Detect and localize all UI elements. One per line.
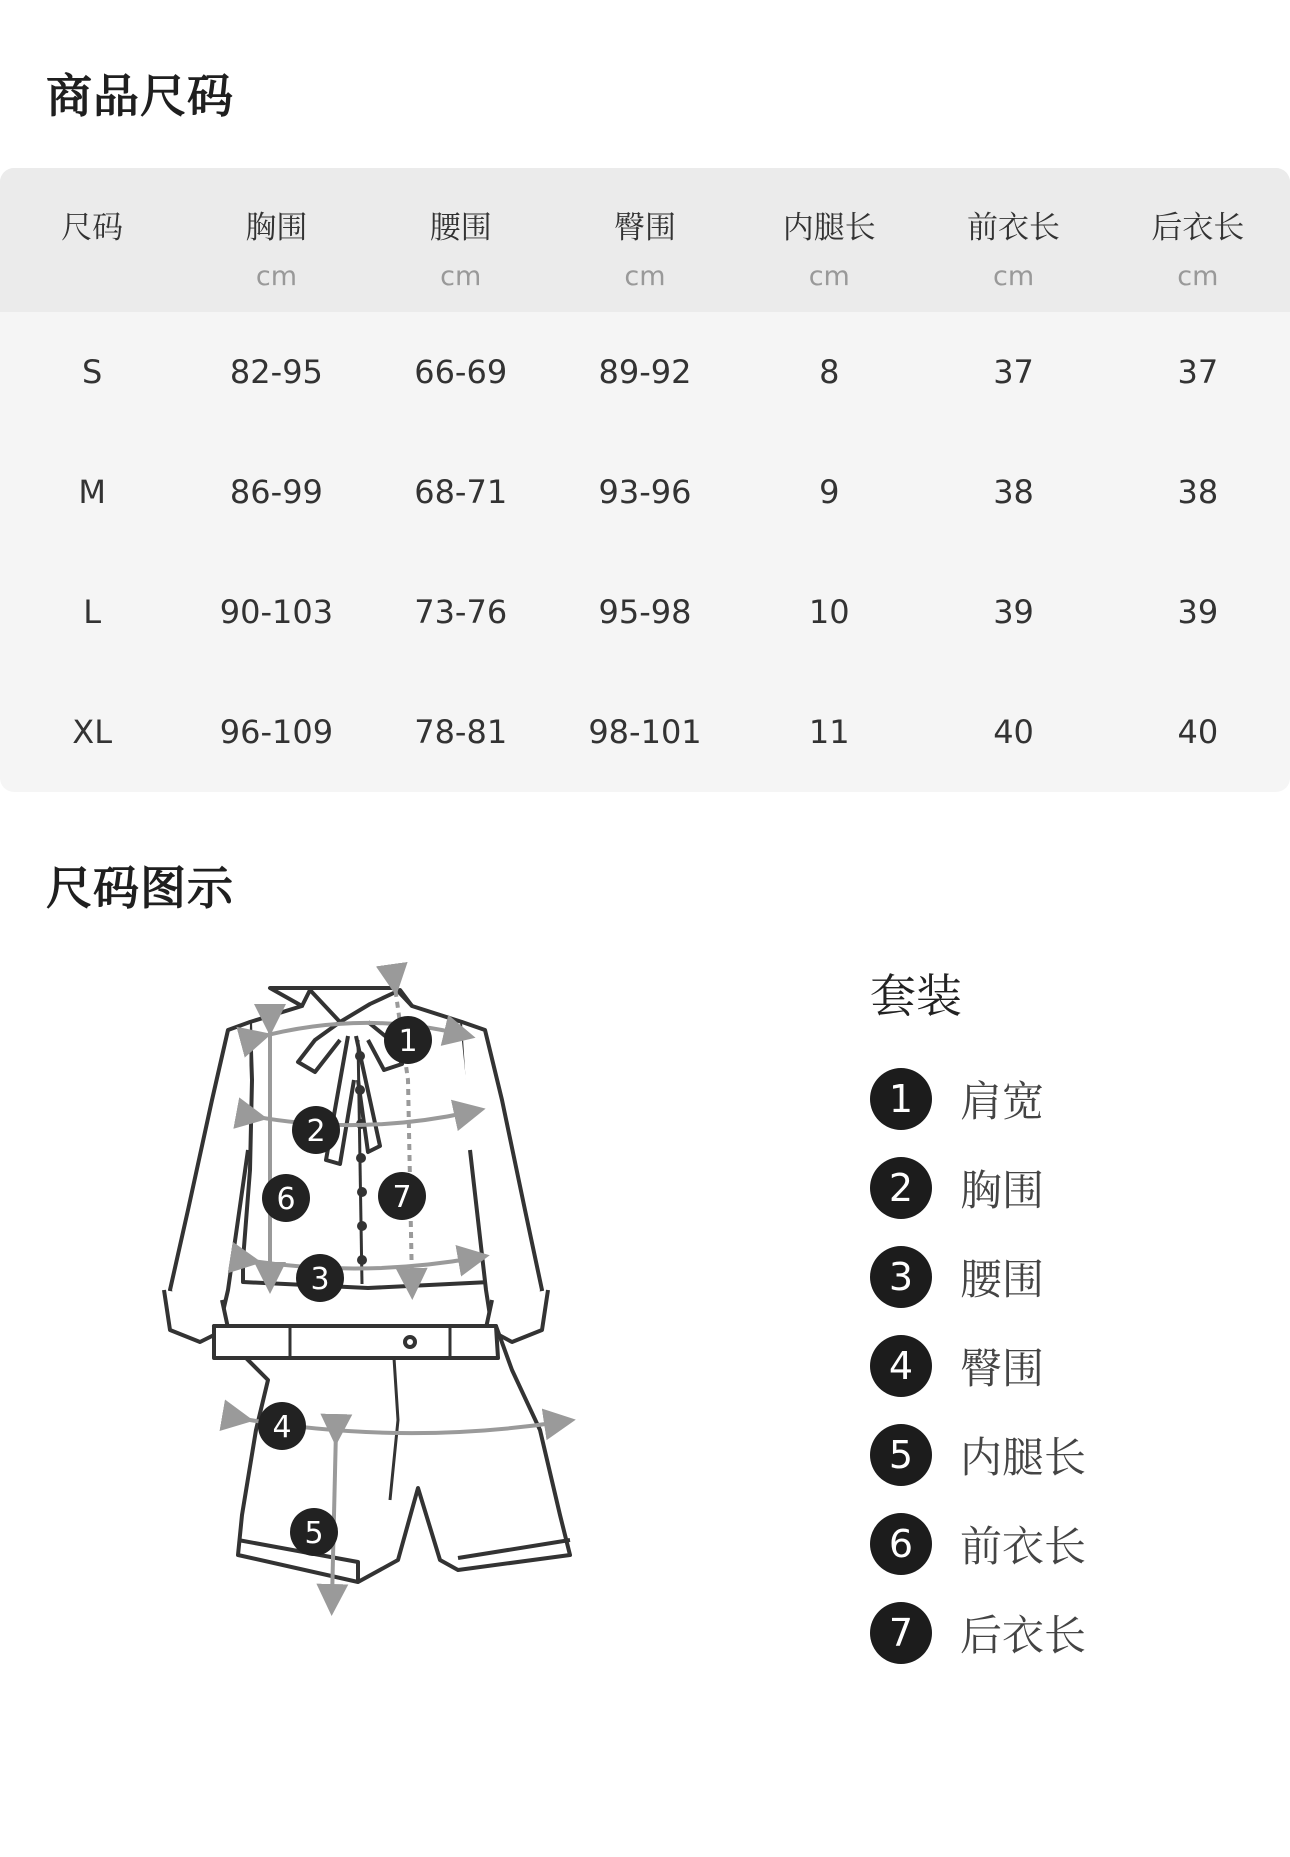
legend-label: 肩宽	[960, 1076, 1045, 1126]
table-cell: 66-69	[414, 353, 508, 391]
table-cell: 40	[993, 713, 1034, 751]
marker-1	[384, 1016, 432, 1064]
legend-title: 套装	[870, 969, 962, 1023]
table-cell: 95-98	[598, 593, 692, 631]
legend-number-badge: 5	[870, 1424, 932, 1486]
header-label: 尺码	[61, 210, 124, 246]
legend-number-badge: 4	[870, 1335, 932, 1397]
table-cell: 96-109	[219, 713, 334, 751]
blouse-outline	[164, 988, 570, 1582]
outfit-illustration	[140, 960, 580, 1680]
svg-text:3: 3	[310, 1262, 330, 1297]
size-section-title: 商品尺码	[46, 69, 234, 123]
legend-label: 腰围	[960, 1254, 1045, 1304]
header-hip	[553, 168, 737, 312]
legend-number-badge: 6	[870, 1513, 932, 1575]
svg-text:1: 1	[398, 1024, 418, 1059]
header-unit: cm	[255, 261, 297, 292]
table-cell: 37	[993, 353, 1034, 391]
table-header	[0, 168, 1290, 312]
table-cell: 9	[819, 473, 840, 511]
table-cell: 37	[1177, 353, 1219, 391]
table-cell: 11	[808, 713, 850, 751]
legend-item	[870, 1143, 1086, 1232]
marker-2	[292, 1106, 340, 1154]
legend-item	[870, 1321, 1086, 1410]
header-front-length	[921, 168, 1105, 312]
marker-6	[262, 1174, 310, 1222]
table-cell: 89-92	[598, 353, 692, 391]
table-cell: 86-99	[229, 473, 323, 511]
table-cell: L	[83, 593, 102, 631]
table-cell: XL	[72, 713, 113, 751]
svg-text:6: 6	[276, 1182, 296, 1217]
header-size	[0, 168, 184, 312]
legend-number-badge: 2	[870, 1157, 932, 1219]
table-cell: 40	[1177, 713, 1219, 751]
diagram-section-title: 尺码图示	[46, 861, 234, 915]
measurement-legend	[870, 960, 1086, 1677]
legend-item	[870, 1054, 1086, 1143]
header-inseam	[737, 168, 921, 312]
table-cell: 39	[993, 593, 1034, 631]
table-row	[0, 672, 1290, 792]
svg-text:7: 7	[392, 1180, 412, 1215]
table-cell: 38	[1177, 473, 1219, 511]
table-row	[0, 552, 1290, 672]
header-label: 前衣长	[967, 210, 1061, 246]
size-table	[0, 168, 1290, 792]
legend-number-badge: 7	[870, 1602, 932, 1664]
legend-item	[870, 1232, 1086, 1321]
legend-label: 胸围	[960, 1165, 1045, 1215]
table-cell: 78-81	[414, 713, 508, 751]
header-unit: cm	[1177, 261, 1219, 292]
table-cell: 90-103	[219, 593, 334, 631]
header-back-length	[1106, 168, 1290, 312]
table-cell: 68-71	[414, 473, 508, 511]
legend-label: 臀围	[960, 1343, 1045, 1393]
legend-item	[870, 1410, 1086, 1499]
legend-item	[870, 1588, 1086, 1677]
legend-item	[870, 1499, 1086, 1588]
table-body	[0, 312, 1290, 792]
marker-4	[258, 1402, 306, 1450]
table-cell: 82-95	[229, 353, 323, 391]
legend-number-badge: 3	[870, 1246, 932, 1308]
svg-text:5: 5	[304, 1516, 324, 1551]
header-unit: cm	[624, 261, 666, 292]
marker-7	[378, 1172, 426, 1220]
header-label: 内腿长	[782, 210, 876, 246]
table-cell: S	[81, 353, 103, 391]
header-label: 胸围	[245, 210, 308, 246]
table-row	[0, 312, 1290, 432]
table-cell: 10	[808, 593, 850, 631]
header-unit: cm	[808, 261, 850, 292]
header-label: 腰围	[429, 210, 492, 246]
header-unit: cm	[992, 261, 1035, 292]
size-diagram	[0, 940, 1290, 1700]
header-label: 臀围	[613, 210, 676, 246]
header-label: 后衣长	[1151, 210, 1245, 246]
marker-5	[290, 1508, 338, 1556]
table-cell: 8	[819, 353, 840, 391]
table-cell: 98-101	[588, 713, 702, 751]
svg-text:4: 4	[272, 1410, 292, 1445]
svg-text:2: 2	[306, 1114, 326, 1149]
legend-label: 后衣长	[960, 1610, 1087, 1660]
table-cell: 39	[1177, 593, 1219, 631]
marker-3	[296, 1254, 344, 1302]
legend-label: 内腿长	[960, 1432, 1087, 1482]
table-cell: 73-76	[414, 593, 508, 631]
header-waist	[369, 168, 553, 312]
header-chest	[184, 168, 368, 312]
legend-number-badge: 1	[870, 1068, 932, 1130]
table-cell: M	[78, 473, 106, 511]
table-cell: 93-96	[598, 473, 692, 511]
legend-label: 前衣长	[960, 1521, 1087, 1571]
table-row	[0, 432, 1290, 552]
header-unit: cm	[440, 261, 482, 292]
table-cell: 38	[993, 473, 1034, 511]
